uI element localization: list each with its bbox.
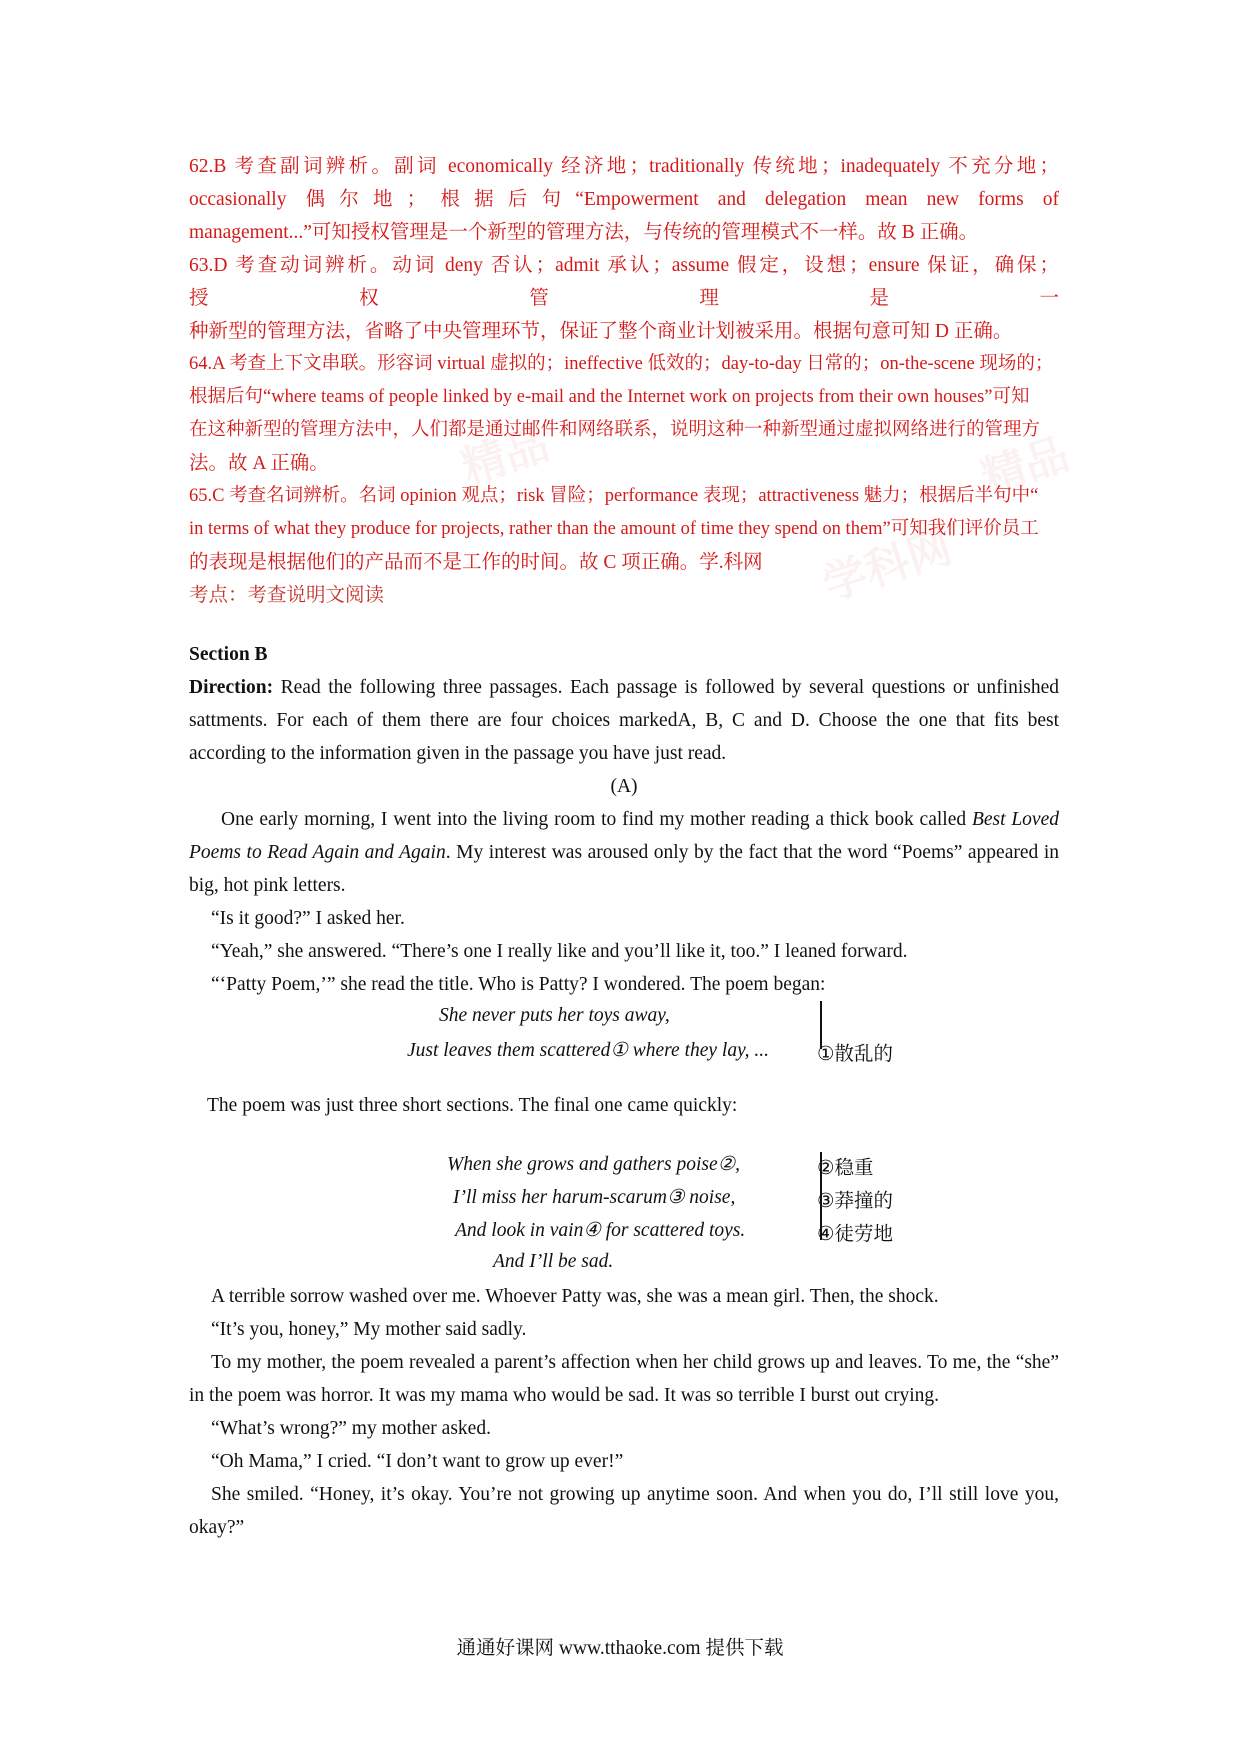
answer-63-line: 授 权 管 理 是 一 xyxy=(189,288,1059,309)
page-footer: 通通好课网 www.tthaoke.com 提供下载 xyxy=(456,1638,784,1659)
story-paragraph: To my mother, the poem revealed a parent’s affection when her child grows up and leaves. To me, the “she” in the poem was horror. It was my mama who would be sad. It was so terrible I burst out crying. xyxy=(189,1352,1059,1406)
story-text: . My interest was aroused only by the fact that the word “Poems” appeared in big, hot pink letters. xyxy=(189,842,1059,896)
poem-line: And I’ll be sad. xyxy=(493,1251,614,1272)
footnote-2: ②稳重 xyxy=(817,1156,874,1179)
answer-explanations xyxy=(189,150,1059,579)
story-paragraph xyxy=(189,803,1059,902)
footnote-1: ①散乱的 xyxy=(817,1042,893,1065)
answer-65-line: in terms of what they produce for projects, rather than the amount of time they spend on them”可知我们评价员工 xyxy=(189,519,1039,539)
story-paragraph: She smiled. “Honey, it’s okay. You’re not growing up anytime soon. And when you do, I’ll still love you, okay?” xyxy=(189,1484,1059,1538)
poem-line: She never puts her toys away, xyxy=(439,1005,670,1026)
poem-line: When she grows and gathers poise②, xyxy=(447,1154,740,1175)
footnote-3: ③莽撞的 xyxy=(817,1189,893,1212)
answer-63-line: 63.D 考查动词辨析。动词 deny 否认；admit 承认；assume 假定，设想；ensure 保证，确保； xyxy=(189,255,1059,276)
poem-line: Just leaves them scattered① where they lay, ... xyxy=(407,1040,770,1061)
watermark: 学科网 xyxy=(816,521,959,611)
poem-excerpt-1 xyxy=(189,1001,1059,1067)
story-paragraph: “Is it good?” I asked her. xyxy=(211,908,405,929)
poem-excerpt-2 xyxy=(189,1148,1059,1280)
poem-line: I’ll miss her harum-scarum③ noise, xyxy=(453,1187,736,1208)
story-paragraph: “Oh Mama,” I cried. “I don’t want to grow up ever!” xyxy=(211,1451,624,1472)
watermark: 精品 xyxy=(975,428,1076,505)
poem-line: And look in vain④ for scattered toys. xyxy=(455,1220,746,1241)
story-paragraph: “What’s wrong?” my mother asked. xyxy=(211,1418,491,1439)
story-paragraph: “‘Patty Poem,’” she read the title. Who is Patty? I wondered. The poem began: xyxy=(211,974,826,995)
answer-62-line: management...”可知授权管理是一个新型的管理方法，与传统的管理模式不一样。故 B 正确。 xyxy=(189,222,979,243)
story-paragraph: A terrible sorrow washed over me. Whoever Patty was, she was a mean girl. Then, the shock. xyxy=(211,1286,939,1307)
story-paragraph: “Yeah,” she answered. “There’s one I really like and you’ll like it, too.” I leaned forward. xyxy=(211,941,908,962)
answer-65-line: 65.C 考查名词辨析。名词 opinion 观点；risk 冒险；performance 表现；attractiveness 魅力；根据后半句中“ xyxy=(189,486,1039,506)
story-paragraph: The poem was just three short sections. The final one came quickly: xyxy=(207,1095,738,1116)
story-paragraph: “It’s you, honey,” My mother said sadly. xyxy=(211,1319,527,1340)
exam-point: 考点：考查说明文阅读 xyxy=(189,585,385,606)
story-text: One early morning, I went into the living room to find my mother reading a thick book called xyxy=(221,809,972,830)
book-title: Best Loved Poems to Read Again and Again xyxy=(189,809,1059,863)
answer-64-line: 64.A 考查上下文串联。形容词 virtual 虚拟的；ineffective 低效的；day-to-day 日常的；on-the-scene 现场的； xyxy=(189,354,1054,374)
answer-65-line: 的表现是根据他们的产品而不是工作的时间。故 C 项正确。学.科网 xyxy=(189,552,763,573)
passage-label: (A) xyxy=(610,776,638,797)
direction-label: Direction: xyxy=(189,677,274,698)
watermark: 精品 xyxy=(455,418,556,495)
answer-64-line: 在这种新型的管理方法中，人们都是通过邮件和网络联系，说明这种一种新型通过虚拟网络进行的管理方 xyxy=(189,420,1041,440)
direction-text: Read the following three passages. Each passage is followed by several questions or unfinished sattments. For each of them there are four choices markedA, B, C and D. Choose the one that fits best according to the information given in the passage you have just read. xyxy=(189,677,1059,764)
footnote-4: ④徒劳地 xyxy=(817,1222,893,1245)
direction xyxy=(189,671,1059,770)
section-title: Section B xyxy=(189,644,268,665)
answer-64-line: 法。故 A 正确。 xyxy=(189,453,329,474)
answer-62-line: 62.B 考查副词辨析。副词 economically 经济地；traditionally 传统地；inadequately 不充分地； xyxy=(189,156,1059,177)
answer-63-line: 种新型的管理方法，省略了中央管理环节，保证了整个商业计划被采用。根据句意可知 D 正确。 xyxy=(189,321,1013,342)
answer-62-line: occasionally 偶尔地；根据后句“Empowerment and delegation mean new forms of xyxy=(189,189,1059,210)
answer-64-line: 根据后句“where teams of people linked by e-mail and the Internet work on projects from their own houses”可知 xyxy=(189,387,1030,407)
document-page xyxy=(189,150,1059,1544)
